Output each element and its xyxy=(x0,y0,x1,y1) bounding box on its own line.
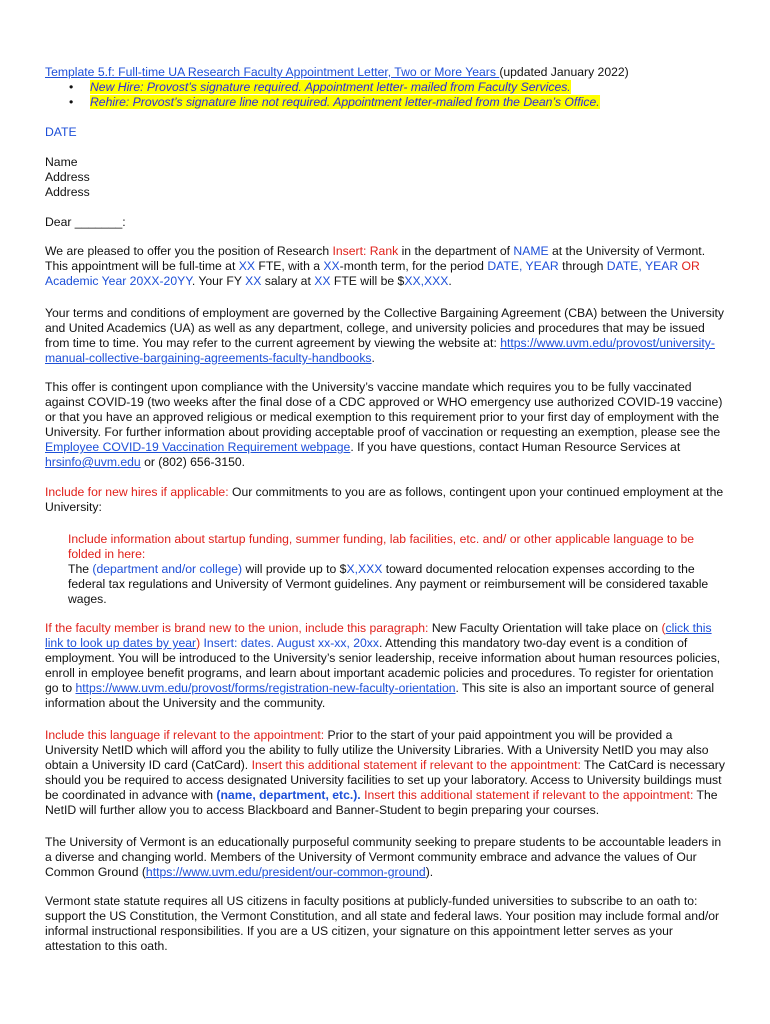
department-placeholder: NAME xyxy=(513,244,549,258)
netid-paragraph: Include this language if relevant to the appointment: Prior to the start of your paid appointment you will be provided a University NetID which will afford you the ability to fully utilize the University Libraries. With a University NetID you may also obtain a University ID card (CatCard). Insert this additional statement if relevant to the appointment: The CatCard is necessary should you be required to access designated University facilities to set up your laboratory. Access to University buildings must be coordinated in advance with (name, department, etc.). Insert this additional statement if relevant to the appointment: The NetID will further allow you to access Blackboard and Banner-Student to begin preparing your courses. xyxy=(45,728,725,817)
template-title-link[interactable]: Template 5.f: Full-time UA Research Faculty Appointment Letter, Two or More Years xyxy=(45,65,500,79)
instruction-list xyxy=(45,80,725,110)
address-line: Address xyxy=(45,170,90,184)
date-field: DATE xyxy=(45,125,77,139)
end-date-placeholder: DATE, YEAR xyxy=(606,259,679,273)
dept-college-placeholder: (department and/or college) xyxy=(92,562,243,576)
orientation-paragraph: If the faculty member is brand new to the union, include this paragraph: New Faculty Orientation will take place on (click this link to look up dates by year) Insert: dates. August xx-xx, 20xx. Attending this mandatory two-day event is a condition of employment. You will be introduced to the University’s senior leadership, receive information about human resources policies, enroll in employee benefit programs, and learn about important academic policies and procedures. To register for orientation go to https://www.uvm.edu/provost/forms/registration-new-faculty-orientation. This site is also an important source of general information about the University and the community. xyxy=(45,621,721,710)
instruction-new-hire: • New Hire: Provost’s signature required. Appointment letter- mailed from Faculty Services. xyxy=(69,80,571,94)
salary-placeholder: XX,XXX xyxy=(404,274,449,288)
rank-placeholder: Insert: Rank xyxy=(332,244,399,258)
updated-note: (updated January 2022) xyxy=(499,65,629,79)
term-placeholder: XX xyxy=(323,259,340,273)
orientation-dates-placeholder: Insert: dates. August xx-xx, 20xx xyxy=(200,636,379,650)
salary-fte-placeholder: XX xyxy=(314,274,331,288)
cba-link[interactable]: https://www.uvm.edu/provost/university-manual-collective-bargaining-agreements-faculty-handbooks xyxy=(45,336,715,365)
salutation: Dear _______: xyxy=(45,215,126,229)
common-ground-link[interactable]: https://www.uvm.edu/president/our-common-ground xyxy=(145,865,426,879)
vaccine-paragraph: This offer is contingent upon compliance with the University’s vaccine mandate which requires you to be fully vaccinated against COVID-19 (two weeks after the final dose of a CDC approved or WHO emergency use authorized COVID-19 vaccine) or that you have an approved religious or medical exemption to this requirement prior to your first day of employment with the University. For further information about providing acceptable proof of vaccination or requesting an exemption, please see the Employee COVID-19 Vaccination Requirement webpage. If you have questions, contact Human Resource Services at hrsinfo@uvm.edu or (802) 656-3150. xyxy=(45,380,723,469)
fte-placeholder: XX xyxy=(238,259,255,273)
orientation-dates-link[interactable]: click this link to look up dates by year xyxy=(45,621,712,650)
relocation-paragraph: Include information about startup funding, summer funding, lab facilities, etc. and/ or other applicable language to be folded in here: The (department and/or college) will provide up to $X,XXX toward documented relocation expenses according to the federal tax regulations and University of Vermont guidelines. Any payment or reimbursement will be considered taxable wages. xyxy=(68,532,718,607)
hr-email-link[interactable]: hrsinfo@uvm.edu xyxy=(45,455,141,469)
oath-paragraph: Vermont state statute requires all US citizens in faculty positions at publicly-funded universities to subscribe to an oath to: support the US Constitution, the Vermont Constitution, and all state and federal laws. Your position may include formal and/or informal instructional responsibilities. If you are a US citizen, your signature on this appointment letter serves as your attestation to this oath. xyxy=(45,894,720,953)
start-date-placeholder: DATE, YEAR xyxy=(487,259,559,273)
commitments-paragraph: Include for new hires if applicable: Our commitments to you are as follows, contingent upon your continued employment at the University: xyxy=(45,485,724,514)
address-block xyxy=(45,155,725,200)
fy-placeholder: XX xyxy=(245,274,262,288)
bullet-icon: • xyxy=(69,95,74,109)
address-line: Address xyxy=(45,185,90,199)
contact-placeholder: (name, department, etc.). xyxy=(216,788,361,802)
academic-year-placeholder: Academic Year 20XX-20YY xyxy=(45,274,192,288)
template-header xyxy=(45,65,725,110)
recipient-name: Name xyxy=(45,155,78,169)
orientation-registration-link[interactable]: https://www.uvm.edu/provost/forms/registration-new-faculty-orientation xyxy=(75,681,456,695)
instruction-rehire: • Rehire: Provost’s signature line not required. Appointment letter-mailed from the Dean’s Office. xyxy=(69,95,600,109)
offer-paragraph: We are pleased to offer you the position of Research Insert: Rank in the department of NAME at the University of Vermont. This appointment will be full-time at XX FTE, with a XX-month term, for the period DATE, YEAR through DATE, YEAR OR Academic Year 20XX-20YY. Your FY XX salary at XX FTE will be $XX,XXX. xyxy=(45,244,706,288)
template-title-line xyxy=(45,65,725,80)
common-ground-paragraph: The University of Vermont is an educationally purposeful community seeking to prepare students to be accountable leaders in a diverse and changing world. Members of the University of Vermont community embrace and advance the values of Our Common Ground (https://www.uvm.edu/president/our-common-ground). xyxy=(45,835,722,879)
startup-instruction: Include information about startup funding, summer funding, lab facilities, etc. and/ or other applicable language to be folded in here: xyxy=(68,532,695,561)
cba-paragraph: Your terms and conditions of employment are governed by the Collective Bargaining Agreement (CBA) between the University and United Academics (UA) as well as any department, college, and university policies and procedures that may be issued from time to time. You may refer to the current agreement by viewing the website at: https://www.uvm.edu/provost/university-manual-collective-bargaining-agreements-faculty-handbooks. xyxy=(45,306,725,365)
relocation-amount-placeholder: X,XXX xyxy=(346,562,383,576)
bullet-icon: • xyxy=(69,80,74,94)
vaccination-webpage-link[interactable]: Employee COVID-19 Vaccination Requirement webpage xyxy=(45,440,351,454)
